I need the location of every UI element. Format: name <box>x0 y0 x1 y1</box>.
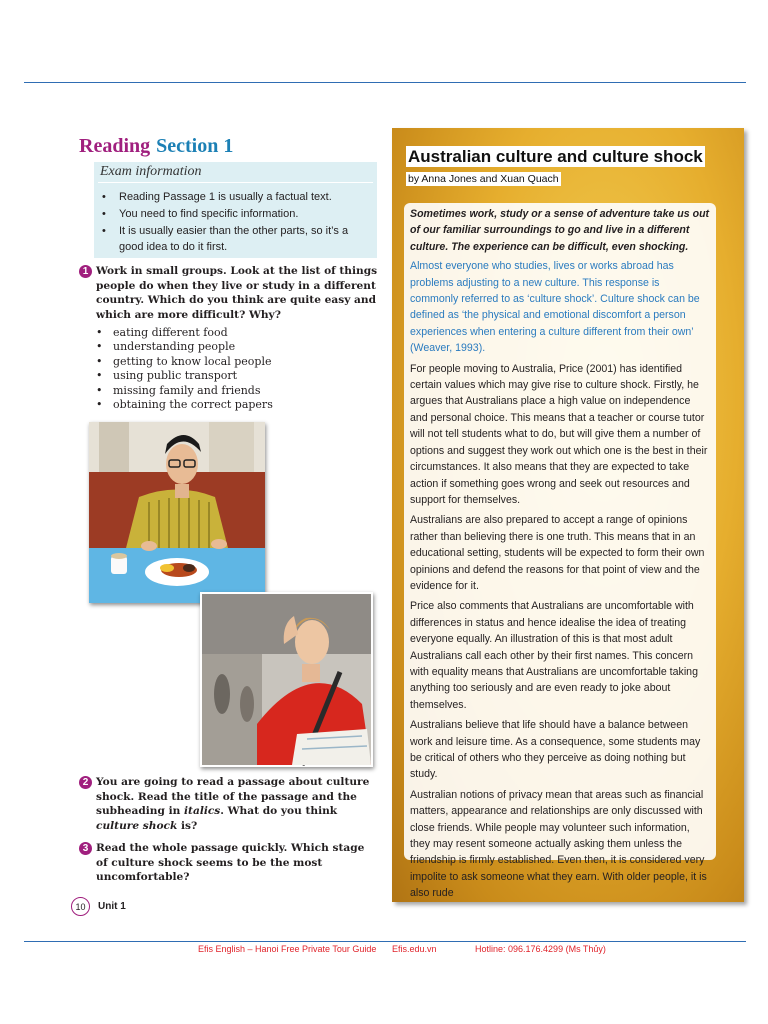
exam-title-divider <box>98 182 373 183</box>
question-text: Read the whole passage quickly. Which stage of culture shock seems to be the most uncomfortable? <box>96 842 365 883</box>
exam-information-title: Exam information <box>100 164 202 179</box>
section-heading <box>79 135 233 158</box>
exam-info-item: • Reading Passage 1 is usually a factual text. <box>102 189 374 205</box>
footer-website: Efis.edu.vn <box>392 944 437 954</box>
question-3 <box>79 841 379 885</box>
question-number-badge: 2 <box>79 776 92 789</box>
question-text-part: You are going to read a passage about culture shock. Read the title of the passage and the subheading in <box>96 776 370 817</box>
article-definition: Almost everyone who studies, lives or works abroad has problems adjusting to a new culture. This response is commonly referred to as ‘culture shock’. Culture shock can be defined as ‘the physical and emotional discomfort a person experiences when entering a culture different from their own’ (Weaver, 1993). <box>410 260 700 355</box>
activity-item: • obtaining the correct papers <box>96 398 273 412</box>
question-text-italic: culture shock <box>96 819 178 832</box>
page-number: 10 <box>71 897 90 916</box>
activity-list <box>96 326 273 412</box>
article-paragraph: Australians are also prepared to accept a range of opinions rather than believing there is one truth. This means that in an educational setting, students will be expected to form their own opinions and defend the reasons for that point of view and the evidence for it. <box>410 514 705 592</box>
man-eating-breakfast-photo <box>89 422 265 603</box>
question-text-part: is? <box>177 819 198 832</box>
question-number-badge: 1 <box>79 265 92 278</box>
activity-item: • missing family and friends <box>96 384 273 398</box>
question-text-part: . What do you think <box>220 805 338 817</box>
exam-info-item: • You need to find specific information. <box>102 206 374 222</box>
article-paragraph: Australians believe that life should have a balance between work and leisure time. As a consequence, some students may be critical of others who they perceive as doing nothing but study. <box>410 719 701 781</box>
exam-information-box <box>94 162 377 258</box>
footer-site-name: Efis English – Hanoi Free Private Tour Guide <box>198 944 377 954</box>
question-text: Work in small groups. Look at the list of things people do when they live or study in a different country. Which do you think are quite easy and which are more difficult? Why? <box>96 265 378 321</box>
footer-hotline: Hotline: 096.176.4299 (Ms Thủy) <box>475 944 606 954</box>
bottom-rule <box>24 941 746 942</box>
lost-tourist-with-map-photo <box>200 592 373 767</box>
question-1 <box>79 264 379 322</box>
unit-label: Unit 1 <box>98 901 126 912</box>
exam-info-item: • It is usually easier than the other parts, so it’s a good idea to do it first. <box>102 223 374 255</box>
activity-item: • getting to know local people <box>96 355 273 369</box>
article-paragraph: Price also comments that Australians are uncomfortable with differences in status and hence idealise the idea of treating everyone equally. An illustration of this is that most adult Australians call each other by their first names. This concern with equality means that Australians are uncomfortable taking anything too seriously and are even ready to joke about themselves. <box>410 600 698 711</box>
article-title: Australian culture and culture shock <box>408 147 703 166</box>
heading-section: Section 1 <box>156 135 234 157</box>
question-text <box>96 775 379 833</box>
question-2 <box>79 775 379 833</box>
exam-information-list <box>102 189 374 256</box>
page-footer <box>71 897 126 916</box>
article-paragraph: Australian notions of privacy mean that areas such as financial matters, appearance and relationships are only discussed with close friends. While people may volunteer such information, they may resent someone actually asking them unless the friendship is firmly established. Even then, it is considered very impolite to ask someone what they earn. With older people, it is also rude <box>410 788 707 900</box>
question-number-badge: 3 <box>79 842 92 855</box>
heading-reading: Reading <box>79 135 151 157</box>
article-byline: by Anna Jones and Xuan Quach <box>408 173 559 185</box>
site-footer <box>0 944 768 958</box>
article-paragraph: For people moving to Australia, Price (2001) has identified certain values which may give rise to culture shock. Firstly, he argues that Australians place a high value on independence and personal choice. This means that a teacher or course tutor will not tell students what to do, but will give them a number of options and suggest they work out which one is the best in their circumstances. It also means that they are expected to take action if something goes wrong and seek out resources and support for themselves. <box>410 362 708 506</box>
top-rule <box>24 82 746 83</box>
article-body <box>404 203 716 900</box>
article-panel <box>392 128 744 902</box>
activity-item: • understanding people <box>96 340 273 354</box>
activity-item: • using public transport <box>96 369 273 383</box>
activity-item: • eating different food <box>96 326 273 340</box>
question-text-italic: italics <box>184 805 221 817</box>
article-lead: Sometimes work, study or a sense of adventure take us out of our familiar surroundings to go and live in a different culture. The experience can be difficult, even shocking. <box>410 208 710 253</box>
